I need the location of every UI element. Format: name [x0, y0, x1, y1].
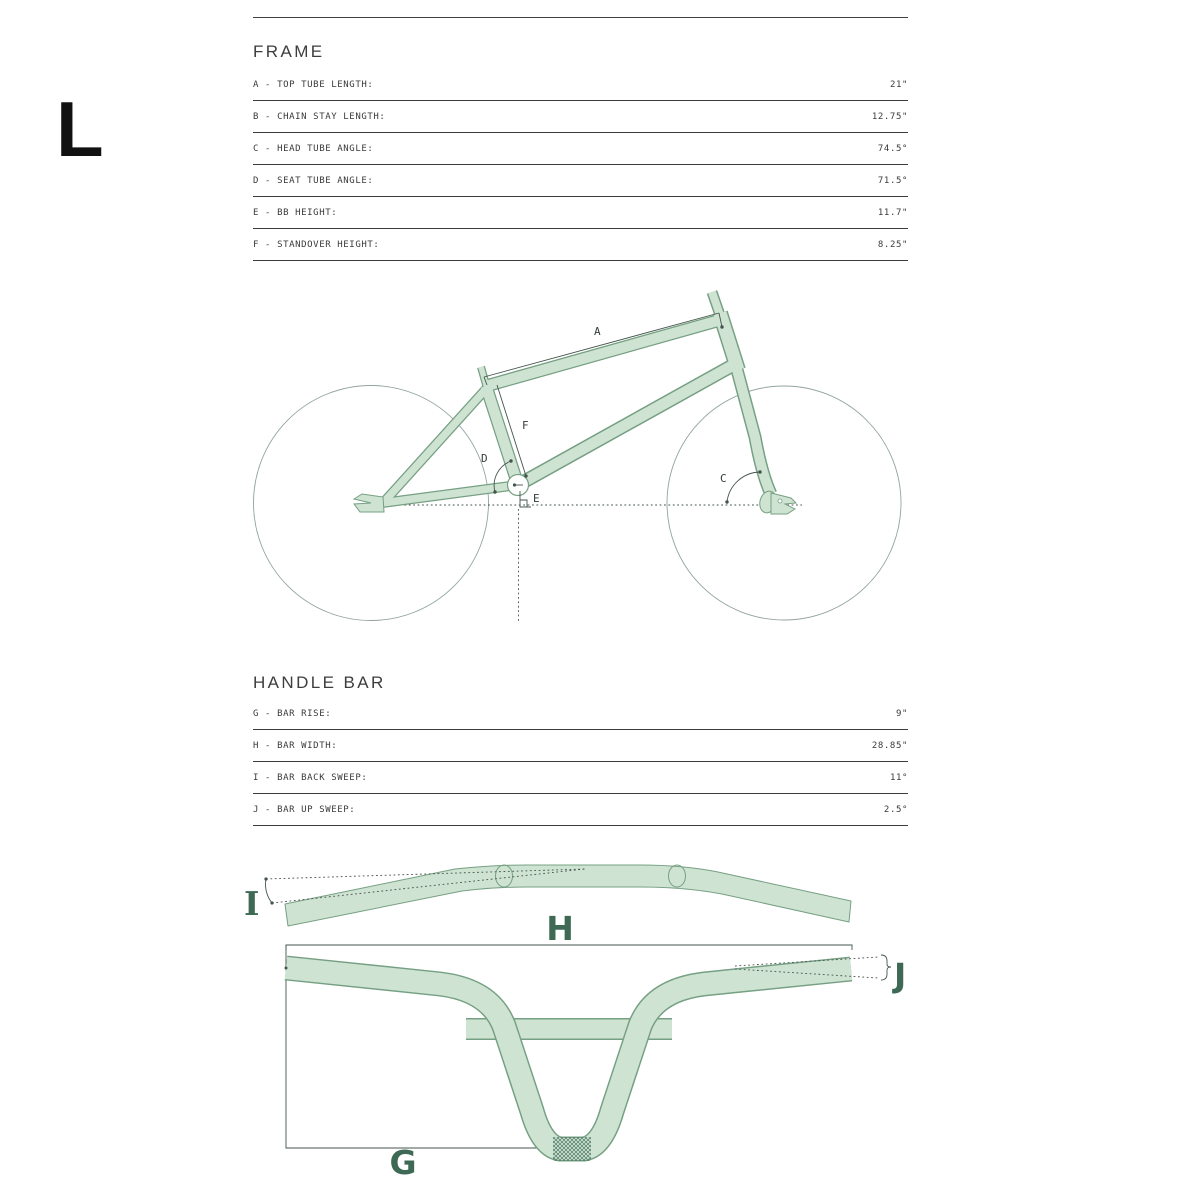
- spec-label: E - BB HEIGHT:: [253, 207, 338, 218]
- clamp-knurl-area: [553, 1137, 591, 1161]
- bb-arrow-dot: [513, 483, 516, 486]
- spec-value: 11.7": [877, 207, 908, 218]
- spec-value: 12.75": [871, 111, 908, 122]
- spec-label: H - BAR WIDTH:: [253, 740, 338, 751]
- spec-row: [253, 698, 908, 730]
- frame-section-title: FRAME: [253, 42, 325, 61]
- handlebar-section-title: HANDLE BAR: [253, 673, 386, 692]
- front-dropout: [771, 493, 796, 514]
- spec-label: F - STANDOVER HEIGHT:: [253, 239, 380, 250]
- frame-tubes-fill: [382, 292, 771, 503]
- label-seat-angle-D: D: [481, 452, 488, 465]
- spec-row: [253, 69, 908, 101]
- spec-row: [253, 101, 908, 133]
- handlebar-front-fill: [286, 968, 851, 1149]
- spec-label: I - BAR BACK SWEEP:: [253, 772, 368, 783]
- upsweep-brace: [881, 955, 891, 980]
- spec-row: [253, 197, 908, 229]
- spec-label: C - HEAD TUBE ANGLE:: [253, 143, 374, 154]
- label-top-tube-A: A: [594, 325, 601, 338]
- spec-label: A - TOP TUBE LENGTH:: [253, 79, 374, 90]
- top-divider: [253, 17, 908, 18]
- handlebar-spec-table: [253, 698, 908, 826]
- label-standover-F: F: [522, 419, 529, 432]
- frame-geometry-diagram: [250, 272, 910, 627]
- spec-value: 74.5°: [877, 143, 908, 154]
- spec-row: [253, 165, 908, 197]
- spec-row: [253, 133, 908, 165]
- spec-row: [253, 794, 908, 826]
- spec-value: 21": [889, 79, 908, 90]
- spec-value: 8.25": [877, 239, 908, 250]
- spec-label: J - BAR UP SWEEP:: [253, 804, 356, 815]
- spec-row: [253, 730, 908, 762]
- label-rise-G: G: [389, 1143, 417, 1179]
- frame-size-letter: L: [56, 85, 104, 173]
- rear-dropout: [354, 494, 384, 512]
- spec-row: [253, 762, 908, 794]
- spec-label: B - CHAIN STAY LENGTH:: [253, 111, 386, 122]
- grip-end-dot: [285, 967, 288, 970]
- spec-value: 71.5°: [877, 175, 908, 186]
- spec-value: 11°: [889, 772, 908, 783]
- spec-label: D - SEAT TUBE ANGLE:: [253, 175, 374, 186]
- handlebar-front-view-diagram: [240, 900, 930, 1179]
- label-back-sweep-I: I: [244, 884, 260, 923]
- handlebar-front-outline: [286, 968, 851, 1149]
- spec-label: G - BAR RISE:: [253, 708, 332, 719]
- spec-value: 2.5°: [883, 804, 908, 815]
- dropout-hole: [778, 499, 782, 503]
- label-up-sweep-J: J: [894, 956, 907, 995]
- label-head-angle-C: C: [720, 472, 727, 485]
- spec-row: [253, 229, 908, 261]
- spec-value: 9": [895, 708, 908, 719]
- spec-value: 28.85": [871, 740, 908, 751]
- label-bb-height-E: E: [533, 492, 540, 505]
- frame-spec-table: [253, 69, 908, 261]
- sweep-dot-top: [264, 877, 267, 880]
- label-width-H: H: [546, 909, 574, 948]
